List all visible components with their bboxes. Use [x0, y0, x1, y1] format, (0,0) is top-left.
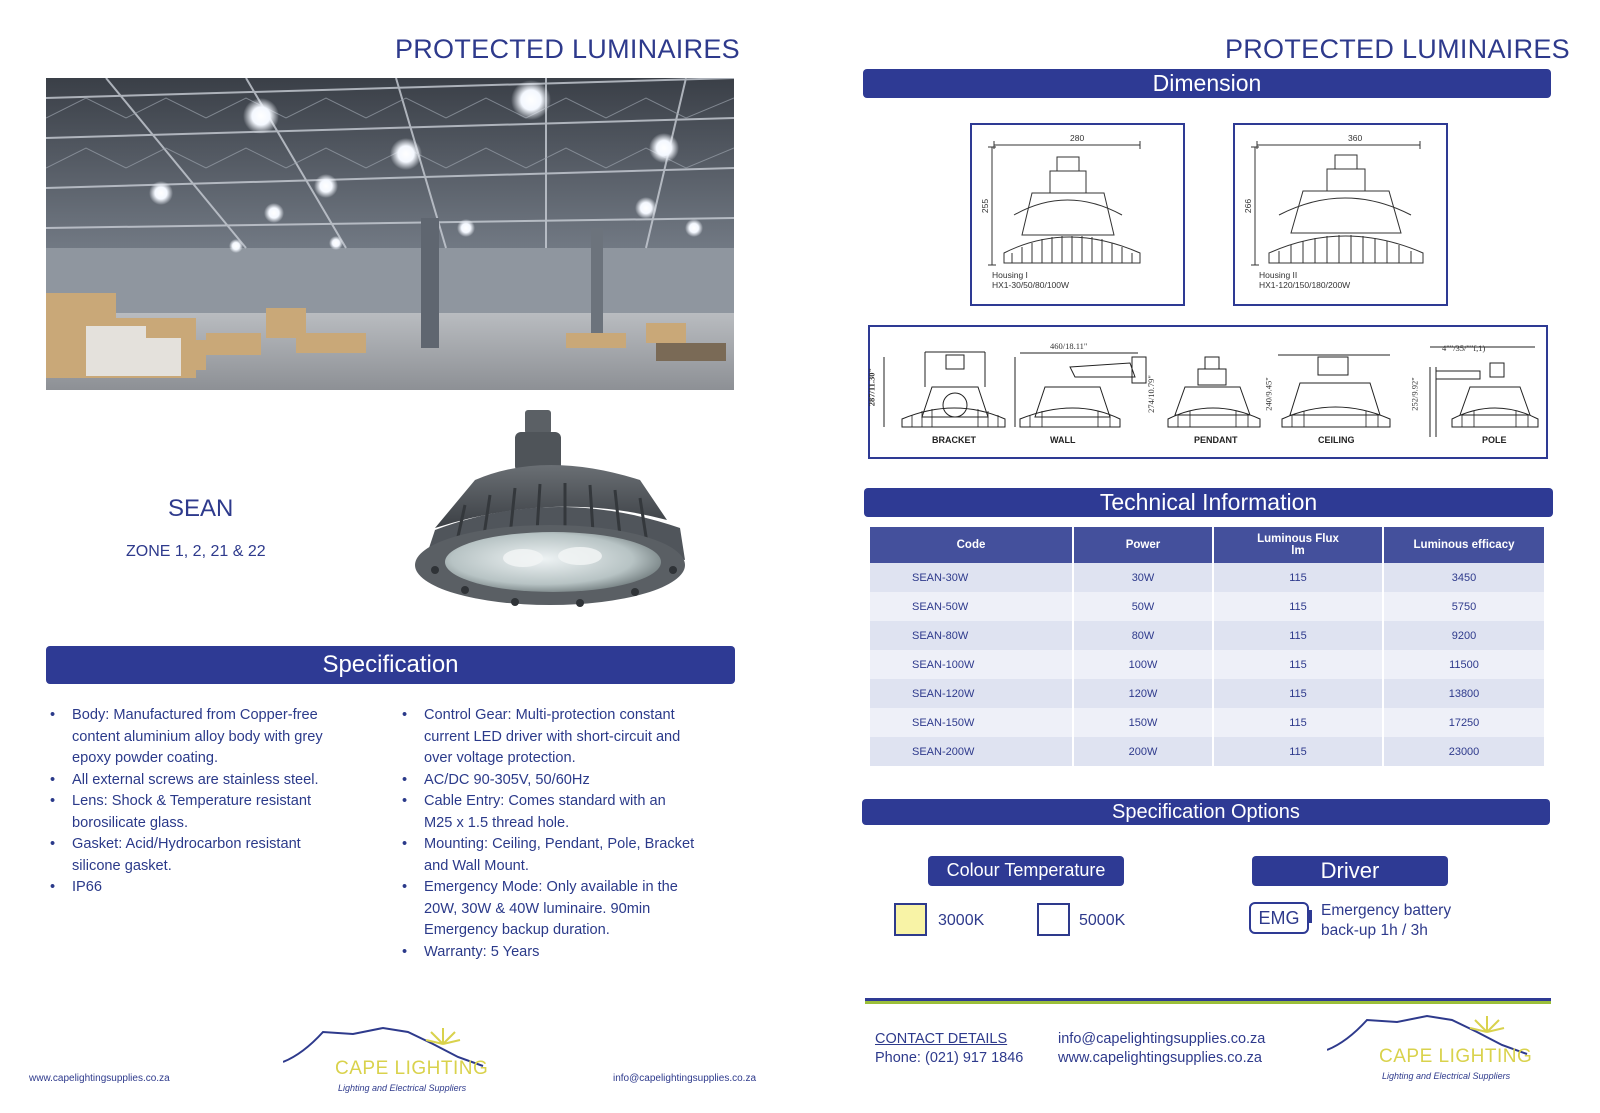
- dimension-heading-bar: [863, 69, 1551, 98]
- cell-code: SEAN-120W: [870, 679, 1073, 708]
- cell-flux: 115: [1213, 592, 1383, 621]
- cell-code: SEAN-200W: [870, 737, 1073, 766]
- table-row: [870, 650, 1545, 679]
- dimension-heading: Dimension: [1152, 70, 1262, 96]
- cell-power: 80W: [1073, 621, 1213, 650]
- cell-power: 200W: [1073, 737, 1213, 766]
- table-header-row: [870, 527, 1545, 563]
- cell-efficacy: 3450: [1383, 563, 1545, 592]
- left-page: [0, 0, 790, 1113]
- housing-2-height: 266: [1243, 198, 1254, 214]
- housing-1-height: 255: [980, 198, 991, 214]
- cell-power: 30W: [1073, 563, 1213, 592]
- warehouse-photo: [46, 78, 734, 390]
- colour-temperature-heading-box: [928, 856, 1124, 886]
- cell-power: 100W: [1073, 650, 1213, 679]
- mount-label-bracket: BRACKET: [932, 435, 976, 445]
- cell-power: 50W: [1073, 592, 1213, 621]
- mount-label-ceiling: CEILING: [1318, 435, 1355, 445]
- spec-item: • Lens: Shock & Temperature resistant borosilicate glass.: [46, 791, 346, 834]
- swatch-3000k[interactable]: [894, 903, 927, 936]
- spec-item: • All external screws are stainless steel.: [46, 770, 346, 792]
- housing-2-drawing: [1233, 123, 1448, 306]
- housing-1-width: 280: [1070, 133, 1085, 143]
- table-row: [870, 592, 1545, 621]
- pole-dimension: 252/9.92": [1409, 377, 1420, 411]
- spec-item: • Warranty: 5 Years: [398, 942, 698, 964]
- swatch-3000k-label: 3000K: [938, 912, 985, 929]
- page-title-left: PROTECTED LUMINAIRES: [394, 34, 740, 64]
- wall-dimension-top: 460/18.11": [1050, 341, 1088, 351]
- specification-heading-bar: [46, 646, 735, 684]
- housing-1-drawing: [970, 123, 1185, 306]
- header-luminous-efficacy: Luminous efficacy: [1383, 527, 1545, 563]
- logo-tagline: Lighting and Electrical Suppliers: [338, 1083, 467, 1093]
- header-power: Power: [1073, 527, 1213, 563]
- mount-label-pendant: PENDANT: [1194, 435, 1238, 445]
- cell-flux: 115: [1213, 679, 1383, 708]
- driver-text-line1: Emergency battery: [1321, 902, 1452, 919]
- luminaire-product-image: [405, 410, 705, 615]
- cell-power: 120W: [1073, 679, 1213, 708]
- cell-efficacy: 17250: [1383, 708, 1545, 737]
- wall-dimension: 274/10.79": [1145, 375, 1156, 413]
- header-code: Code: [870, 527, 1073, 563]
- mount-label-pole: POLE: [1482, 435, 1507, 445]
- cell-code: SEAN-100W: [870, 650, 1073, 679]
- cell-code: SEAN-30W: [870, 563, 1073, 592]
- driver-heading-box: [1252, 856, 1448, 886]
- right-page: [860, 0, 1600, 1113]
- cell-efficacy: 23000: [1383, 737, 1545, 766]
- spec-item: • AC/DC 90-305V, 50/60Hz: [398, 770, 698, 792]
- driver-heading: Driver: [1320, 858, 1380, 883]
- emg-battery-icon: [1249, 902, 1309, 934]
- spec-item: • Mounting: Ceiling, Pendant, Pole, Bracket and Wall Mount.: [398, 834, 698, 877]
- housing-2-models: HX1-120/150/180/200W: [1259, 280, 1351, 290]
- footer-website-link[interactable]: www.capelightingsupplies.co.za: [29, 1073, 170, 1084]
- cape-lighting-logo: [283, 1022, 493, 1098]
- driver-text-line2: back-up 1h / 3h: [1321, 922, 1428, 939]
- cape-lighting-logo-right: [1327, 1010, 1537, 1086]
- swatch-5000k[interactable]: [1037, 903, 1070, 936]
- specification-options-heading-bar: [862, 799, 1550, 825]
- cell-flux: 115: [1213, 563, 1383, 592]
- specification-options-heading: Specification Options: [1112, 801, 1300, 823]
- cell-flux: 115: [1213, 650, 1383, 679]
- swatch-5000k-label: 5000K: [1079, 912, 1126, 929]
- logo-name: CAPE LIGHTING: [1379, 1046, 1533, 1067]
- cell-code: SEAN-150W: [870, 708, 1073, 737]
- housing-1-models: HX1-30/50/80/100W: [992, 280, 1070, 290]
- technical-information-heading: Technical Information: [1099, 489, 1318, 515]
- spec-item: • Body: Manufactured from Copper-free content aluminium alloy body with grey epoxy powder coating.: [46, 705, 346, 770]
- header-luminous-flux: [1213, 527, 1383, 563]
- housing-1-label: Housing I: [992, 270, 1028, 280]
- cell-flux: 115: [1213, 737, 1383, 766]
- footer-email-link[interactable]: info@capelightingsupplies.co.za: [613, 1073, 757, 1084]
- logo-name: CAPE LIGHTING: [335, 1058, 489, 1079]
- luminaire-illustration: [405, 410, 705, 615]
- cell-efficacy: 9200: [1383, 621, 1545, 650]
- table-row: [870, 708, 1545, 737]
- cell-power: 150W: [1073, 708, 1213, 737]
- spec-item: • Emergency Mode: Only available in the 20W, 30W & 40W luminaire. 90min Emergency backup duration.: [398, 877, 698, 942]
- technical-information-heading-bar: [864, 488, 1553, 517]
- product-zone: ZONE 1, 2, 21 & 22: [126, 543, 266, 560]
- housing-2-label: Housing II: [1259, 270, 1298, 280]
- contact-heading: CONTACT DETAILS: [875, 1031, 1008, 1047]
- contact-website-link[interactable]: www.capelightingsupplies.co.za: [1058, 1050, 1262, 1066]
- pole-dimension-top: 4""/35/""f,1): [1442, 343, 1486, 353]
- header-luminous-flux-unit: lm: [1291, 545, 1305, 557]
- cell-flux: 115: [1213, 621, 1383, 650]
- mounting-options-drawing: [868, 325, 1548, 459]
- colour-temperature-heading: Colour Temperature: [946, 860, 1106, 880]
- mount-label-wall: WALL: [1050, 435, 1076, 445]
- table-row: [870, 679, 1545, 708]
- spec-item: • Gasket: Acid/Hydrocarbon resistant silicone gasket.: [46, 834, 346, 877]
- ceiling-dimension: 240/9.45": [1263, 377, 1274, 411]
- spec-item: • Control Gear: Multi-protection constant current LED driver with short-circuit and over voltage protection.: [398, 705, 698, 770]
- spec-list-col1: [46, 705, 346, 899]
- technical-table: [870, 527, 1546, 766]
- logo-tagline: Lighting and Electrical Suppliers: [1382, 1071, 1511, 1081]
- cell-efficacy: 11500: [1383, 650, 1545, 679]
- table-row: [870, 737, 1545, 766]
- warehouse-illustration: [46, 78, 734, 390]
- emg-battery-terminal-icon: [1307, 910, 1312, 923]
- cell-flux: 115: [1213, 708, 1383, 737]
- contact-phone[interactable]: Phone: (021) 917 1846: [875, 1050, 1024, 1066]
- footer-divider-accent: [865, 1001, 1551, 1004]
- spec-list-col2: [398, 705, 698, 963]
- spec-item: • IP66: [46, 877, 346, 899]
- bracket-dimension: 287/11.30": [866, 367, 877, 407]
- specification-heading: Specification: [322, 651, 459, 678]
- cell-efficacy: 13800: [1383, 679, 1545, 708]
- cell-efficacy: 5750: [1383, 592, 1545, 621]
- table-row: [870, 621, 1545, 650]
- emg-badge-text: EMG: [1258, 908, 1300, 928]
- cell-code: SEAN-50W: [870, 592, 1073, 621]
- table-row: [870, 563, 1545, 592]
- contact-email-link[interactable]: info@capelightingsupplies.co.za: [1058, 1031, 1266, 1047]
- cell-code: SEAN-80W: [870, 621, 1073, 650]
- product-name: SEAN: [168, 495, 234, 522]
- header-luminous-flux-label: Luminous Flux: [1257, 533, 1339, 545]
- housing-2-width: 360: [1348, 133, 1363, 143]
- page-title-right: PROTECTED LUMINAIRES: [1224, 34, 1570, 64]
- spec-item: • Cable Entry: Comes standard with an M25 x 1.5 thread hole.: [398, 791, 698, 834]
